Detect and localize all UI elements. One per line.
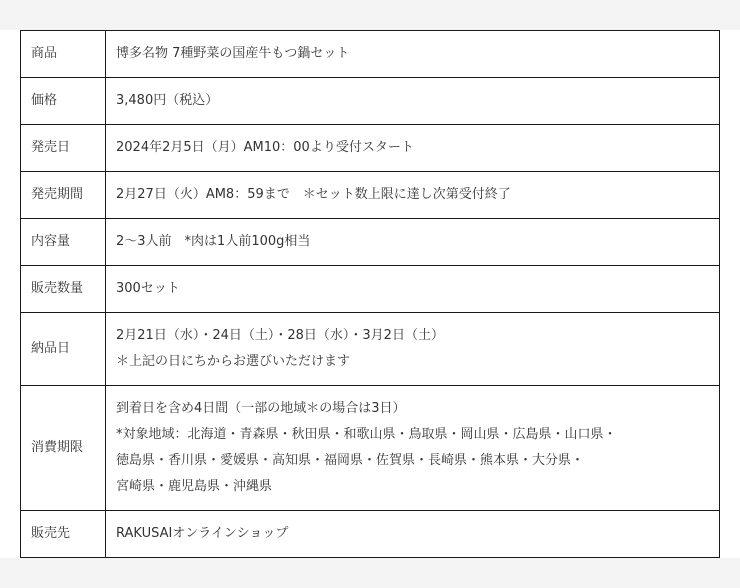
row-value [106, 386, 720, 511]
row-label: 販売数量 [21, 266, 106, 313]
row-label: 販売先 [21, 511, 106, 558]
row-value [106, 172, 720, 219]
row-label: 発売日 [21, 125, 106, 172]
row-value [106, 125, 720, 172]
row-label: 消費期限 [21, 386, 106, 511]
value-line: 宮崎県・鹿児島県・沖縄県 [116, 479, 273, 494]
row-value [106, 313, 720, 386]
value-line: 到着日を含め4日間（一部の地域＊の場合は3日） [116, 401, 406, 416]
table-row-delivery-date [21, 313, 720, 386]
value-line: RAKUSAIオンラインショップ [116, 526, 289, 541]
product-info-table [20, 30, 720, 558]
row-label: 納品日 [21, 313, 106, 386]
value-line: 徳島県・香川県・愛媛県・高知県・福岡県・佐賀県・長崎県・熊本県・大分県・ [116, 453, 585, 468]
row-label: 発売期間 [21, 172, 106, 219]
table-row-quantity [21, 266, 720, 313]
value-line: 2024年2月5日（月）AM10：00より受付スタート [116, 140, 414, 155]
table-row-expiry [21, 386, 720, 511]
value-line: ＊上記の日にちからお選びいただけます [116, 354, 351, 369]
row-value [106, 78, 720, 125]
page-sheet [0, 30, 740, 558]
row-value [106, 266, 720, 313]
row-label: 内容量 [21, 219, 106, 266]
row-value [106, 219, 720, 266]
value-line: 3,480円（税込） [116, 93, 219, 108]
row-value [106, 511, 720, 558]
value-line: *対象地域：北海道・青森県・秋田県・和歌山県・鳥取県・岡山県・広島県・山口県・ [116, 427, 617, 442]
row-label: 価格 [21, 78, 106, 125]
table-row-sales-period [21, 172, 720, 219]
table-row-product [21, 31, 720, 78]
table-row-release-date [21, 125, 720, 172]
row-label: 商品 [21, 31, 106, 78]
value-line: 2月21日（水）・24日（土）・28日（水）・3月2日（土） [116, 328, 444, 343]
table-row-price [21, 78, 720, 125]
row-value [106, 31, 720, 78]
value-line: 博多名物 7種野菜の国産牛もつ鍋セット [116, 46, 350, 61]
value-line: 2月27日（火）AM8：59まで ＊セット数上限に達し次第受付終了 [116, 187, 511, 202]
value-line: 300セット [116, 281, 180, 296]
table-row-seller [21, 511, 720, 558]
value-line: 2～3人前 *肉は1人前100g相当 [116, 234, 311, 249]
table-row-contents [21, 219, 720, 266]
